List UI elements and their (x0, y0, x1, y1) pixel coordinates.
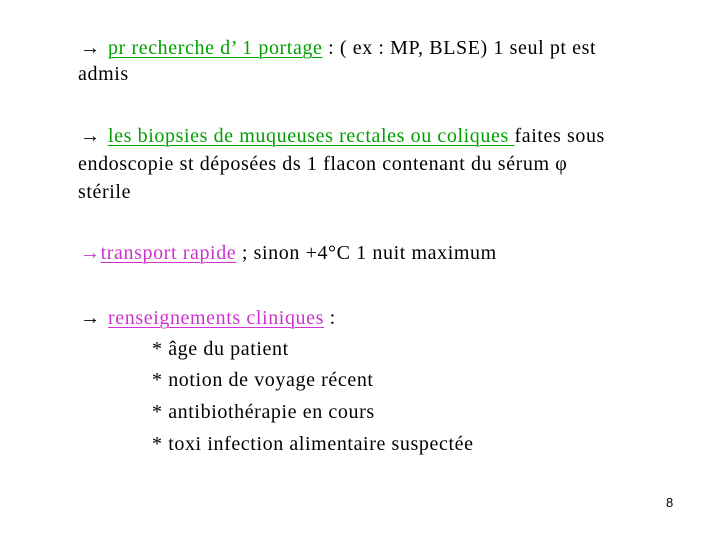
list-item-age: * âge du patient (152, 338, 289, 360)
bullet-renseignements (80, 306, 336, 330)
bullet-biopsies-line2: endoscopie st déposées ds 1 flacon contenant du sérum φ (78, 153, 568, 175)
renseignements-link[interactable]: renseignements cliniques (108, 307, 325, 329)
bullet-transport (80, 241, 497, 265)
page-number: 8 (666, 495, 674, 510)
transport-link[interactable]: transport rapide (100, 242, 237, 264)
list-item-antibiotherapie: * antibiothérapie en cours (152, 401, 375, 423)
transport-text: ; sinon +4°C 1 nuit maximum (236, 242, 497, 264)
bullet-portage-line1 (80, 36, 596, 60)
biopsies-link[interactable]: les biopsies de muqueuses rectales ou coliques (108, 125, 515, 147)
biopsies-text: faites sous (514, 125, 605, 147)
arrow-icon: → (80, 37, 101, 59)
bullet-biopsies-line1 (80, 124, 605, 148)
arrow-icon: → (80, 125, 101, 147)
list-item-toxi-infection: * toxi infection alimentaire suspectée (152, 433, 474, 455)
list-item-voyage: * notion de voyage récent (152, 369, 374, 391)
bullet-biopsies-line3: stérile (78, 181, 132, 203)
arrow-icon: → (80, 307, 101, 329)
bullet-portage-line2: admis (78, 63, 129, 85)
portage-link[interactable]: pr recherche d’ 1 portage (108, 37, 323, 59)
renseignements-text: : (324, 307, 336, 329)
portage-text: : ( ex : MP, BLSE) 1 seul pt est (322, 37, 597, 59)
arrow-icon: → (80, 242, 101, 264)
